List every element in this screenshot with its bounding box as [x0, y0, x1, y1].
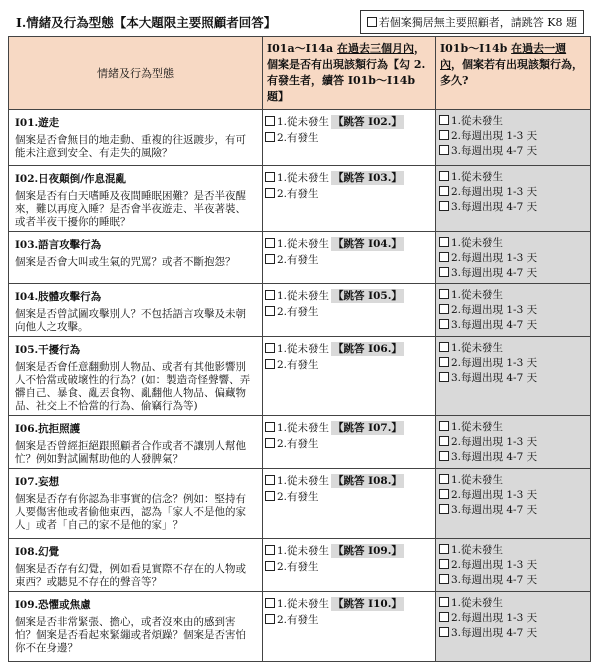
table-row	[9, 166, 591, 232]
option-never[interactable]	[265, 288, 435, 304]
checkbox-icon[interactable]	[439, 171, 449, 181]
header-past-week: I01b～I14b 在過去一週內，個案若有出現該類行為，多久?	[436, 37, 591, 110]
question-cell	[9, 284, 263, 337]
checkbox-icon[interactable]	[265, 438, 275, 448]
occurrence-cell	[263, 592, 436, 662]
option-label: 2.每週出現 1-3 天	[451, 436, 538, 448]
option-occurred[interactable]	[265, 357, 435, 373]
option-label: 2.每週出現 1-3 天	[451, 186, 538, 198]
checkbox-icon[interactable]	[439, 544, 449, 554]
option-label: 1.從未發生	[277, 343, 330, 355]
behavior-table	[8, 36, 591, 662]
table-row	[9, 539, 591, 592]
question-text: 個案是否會任意翻動別人物品、或者有其他影響別人不恰當或破壞性的行為？(如：製造奇怪聲響、弄髒自己、暴食、亂丟食物、亂翻他人物品、偏藏物品、社交上不恰當的行為、偷竊行為等)	[15, 361, 251, 412]
skip-instruction: 【跳答 I06.】	[333, 343, 402, 355]
checkbox-icon[interactable]	[439, 436, 449, 446]
option-label: 2.每週出現 1-3 天	[451, 559, 538, 571]
option-never[interactable]	[265, 420, 435, 436]
table-row	[9, 469, 591, 539]
frequency-option[interactable]	[439, 596, 590, 611]
option-occurred[interactable]	[265, 186, 435, 202]
checkbox-icon[interactable]	[439, 489, 449, 499]
frequency-cell	[436, 337, 591, 416]
question-text: 個案是否有白天嗜睡及夜間睡眠困難？是否半夜醒來，難以再度入睡？是否會半夜遊走、半夜著裝、或者半夜干擾你的睡眠？	[15, 190, 246, 228]
section-header	[8, 8, 592, 36]
table-row	[9, 110, 591, 166]
occurrence-cell	[263, 166, 436, 232]
occurrence-cell	[263, 284, 436, 337]
frequency-cell	[436, 284, 591, 337]
checkbox-icon[interactable]	[265, 491, 275, 501]
option-label: 3.每週出現 4-7 天	[451, 201, 538, 213]
question-title: I05.干擾行為	[15, 344, 81, 356]
option-label: 3.每週出現 4-7 天	[451, 145, 538, 157]
frequency-cell	[436, 232, 591, 284]
table-row	[9, 416, 591, 469]
checkbox-icon[interactable]	[265, 306, 275, 316]
option-label: 1.從未發生	[277, 422, 330, 434]
table-row	[9, 284, 591, 337]
option-label: 2.有發生	[277, 359, 319, 371]
option-label: 3.每週出現 4-7 天	[451, 451, 538, 463]
frequency-option[interactable]	[439, 473, 590, 488]
header-three-months: I01a～I14a 在過去三個月內，個案是否有出現該類行為【勾 2.有發生者，續答 I01b～I14b 題】	[263, 37, 436, 110]
frequency-option[interactable]	[439, 318, 590, 333]
frequency-option[interactable]	[439, 450, 590, 465]
checkbox-icon[interactable]	[439, 319, 449, 329]
question-cell	[9, 110, 263, 166]
option-label: 2.每週出現 1-3 天	[451, 252, 538, 264]
frequency-option[interactable]	[439, 611, 590, 626]
checkbox-icon[interactable]	[439, 421, 449, 431]
option-never[interactable]	[265, 596, 435, 612]
option-label: 1.從未發生	[451, 237, 504, 249]
checkbox-icon[interactable]	[265, 545, 275, 555]
option-label: 1.從未發生	[451, 171, 504, 183]
checkbox-icon[interactable]	[439, 130, 449, 140]
option-label: 2.有發生	[277, 491, 319, 503]
skip-instruction: 【跳答 I02.】	[333, 116, 402, 128]
frequency-option[interactable]	[439, 341, 590, 356]
question-text: 個案是否曾試圖攻擊別人？不包括語言攻擊及未朝向他人之攻擊。	[15, 308, 246, 333]
option-label: 2.每週出現 1-3 天	[451, 612, 538, 624]
table-row	[9, 592, 591, 662]
checkbox-icon[interactable]	[439, 304, 449, 314]
skip-instruction: 【跳答 I08.】	[333, 475, 402, 487]
section-title: I.情緒及行為型態【本大題限主要照顧者回答】	[16, 15, 277, 30]
question-title: I07.妄想	[15, 476, 60, 488]
option-label: 2.有發生	[277, 614, 319, 626]
option-never[interactable]	[265, 341, 435, 357]
option-label: 2.有發生	[277, 254, 319, 266]
table-row	[9, 232, 591, 284]
frequency-option[interactable]	[439, 129, 590, 144]
checkbox-icon[interactable]	[439, 201, 449, 211]
question-title: I04.肢體攻擊行為	[15, 291, 102, 303]
occurrence-cell	[263, 539, 436, 592]
checkbox-icon[interactable]	[265, 254, 275, 264]
occurrence-cell	[263, 469, 436, 539]
option-label: 3.每週出現 4-7 天	[451, 627, 538, 639]
option-label: 1.從未發生	[277, 172, 330, 184]
skip-instruction: 【跳答 I03.】	[333, 172, 402, 184]
option-label: 3.每週出現 4-7 天	[451, 319, 538, 331]
checkbox-icon[interactable]	[439, 627, 449, 637]
option-label: 2.每週出現 1-3 天	[451, 130, 538, 142]
frequency-option[interactable]	[439, 420, 590, 435]
option-label: 3.每週出現 4-7 天	[451, 504, 538, 516]
checkbox-icon[interactable]	[265, 172, 275, 182]
question-title: I03.語言攻擊行為	[15, 239, 102, 251]
question-text: 個案是否會無目的地走動、重複的往返踱步，有可能未注意到安全、有走失的風險？	[15, 134, 246, 159]
option-label: 2.有發生	[277, 561, 319, 573]
option-occurred[interactable]	[265, 436, 435, 452]
option-label: 1.從未發生	[277, 545, 330, 557]
checkbox-icon[interactable]	[265, 238, 275, 248]
header-behavior-type: 情緒及行為型態	[9, 37, 263, 110]
option-label: 3.每週出現 4-7 天	[451, 372, 538, 384]
checkbox-icon[interactable]	[439, 186, 449, 196]
checkbox-icon[interactable]	[439, 289, 449, 299]
option-never[interactable]	[265, 114, 435, 130]
option-never[interactable]	[265, 473, 435, 489]
question-title: I02.日夜顛倒/作息混亂	[15, 173, 127, 185]
frequency-cell	[436, 110, 591, 166]
frequency-option[interactable]	[439, 303, 590, 318]
skip-instruction: 【跳答 I10.】	[333, 598, 402, 610]
checkbox-icon[interactable]	[367, 17, 377, 27]
checkbox-icon[interactable]	[265, 359, 275, 369]
checkbox-icon[interactable]	[439, 612, 449, 622]
option-label: 2.有發生	[277, 438, 319, 450]
frequency-option[interactable]	[439, 626, 590, 641]
option-label: 1.從未發生	[451, 597, 504, 609]
skip-instruction: 【跳答 I07.】	[333, 422, 402, 434]
question-cell	[9, 337, 263, 416]
option-occurred[interactable]	[265, 252, 435, 268]
frequency-option[interactable]	[439, 573, 590, 588]
checkbox-icon[interactable]	[439, 474, 449, 484]
frequency-option[interactable]	[439, 371, 590, 386]
option-label: 1.從未發生	[451, 421, 504, 433]
checkbox-icon[interactable]	[265, 132, 275, 142]
frequency-option[interactable]	[439, 114, 590, 129]
option-label: 2.有發生	[277, 306, 319, 318]
option-never[interactable]	[265, 170, 435, 186]
skip-instruction: 【跳答 I09.】	[333, 545, 402, 557]
frequency-option[interactable]	[439, 236, 590, 251]
checkbox-icon[interactable]	[439, 451, 449, 461]
checkbox-icon[interactable]	[265, 116, 275, 126]
option-label: 1.從未發生	[451, 342, 504, 354]
question-cell	[9, 469, 263, 539]
frequency-cell	[436, 469, 591, 539]
option-label: 2.每週出現 1-3 天	[451, 304, 538, 316]
question-cell	[9, 166, 263, 232]
question-title: I06.抗拒照護	[15, 423, 81, 435]
question-text: 個案是否存有你認為非事實的信念？例如：堅持有人要傷害他或者偷他東西，認為「家人不是他的家人」或者「自己的家不是他的家」？	[15, 493, 246, 531]
question-text: 個案是否非常緊張、擔心，或者沒來由的感到害怕？個案是否看起來緊繃或者煩躁？個案是否害怕你不在身邊？	[15, 616, 246, 654]
option-occurred[interactable]	[265, 489, 435, 505]
occurrence-cell	[263, 337, 436, 416]
frequency-option[interactable]	[439, 288, 590, 303]
frequency-option[interactable]	[439, 558, 590, 573]
checkbox-icon[interactable]	[439, 357, 449, 367]
frequency-option[interactable]	[439, 503, 590, 518]
option-occurred[interactable]	[265, 559, 435, 575]
checkbox-icon[interactable]	[439, 504, 449, 514]
frequency-option[interactable]	[439, 543, 590, 558]
checkbox-icon[interactable]	[439, 267, 449, 277]
question-title: I08.幻覺	[15, 546, 60, 558]
option-label: 2.有發生	[277, 132, 319, 144]
frequency-option[interactable]	[439, 356, 590, 371]
checkbox-icon[interactable]	[265, 614, 275, 624]
frequency-option[interactable]	[439, 170, 590, 185]
question-title: I01.遊走	[15, 117, 60, 129]
option-label: 1.從未發生	[277, 116, 330, 128]
option-label: 1.從未發生	[277, 290, 330, 302]
checkbox-icon[interactable]	[439, 115, 449, 125]
checkbox-icon[interactable]	[439, 342, 449, 352]
checkbox-icon[interactable]	[265, 290, 275, 300]
frequency-option[interactable]	[439, 185, 590, 200]
checkbox-icon[interactable]	[439, 252, 449, 262]
frequency-option[interactable]	[439, 266, 590, 281]
option-never[interactable]	[265, 543, 435, 559]
option-occurred[interactable]	[265, 612, 435, 628]
question-cell	[9, 416, 263, 469]
skip-note-label: 若個案獨居無主要照顧者，請跳答 K8 題	[378, 16, 577, 29]
checkbox-icon[interactable]	[439, 237, 449, 247]
checkbox-icon[interactable]	[439, 559, 449, 569]
option-label: 2.每週出現 1-3 天	[451, 357, 538, 369]
frequency-cell	[436, 416, 591, 469]
checkbox-icon[interactable]	[265, 598, 275, 608]
table-header-row	[9, 37, 591, 110]
skip-instruction: 【跳答 I04.】	[333, 238, 402, 250]
question-cell	[9, 232, 263, 284]
option-occurred[interactable]	[265, 130, 435, 146]
checkbox-icon[interactable]	[265, 475, 275, 485]
question-text: 個案是否存有幻覺，例如看見實際不存在的人物或東西？或聽見不存在的聲音等？	[15, 563, 246, 588]
question-cell	[9, 592, 263, 662]
option-label: 1.從未發生	[451, 544, 504, 556]
checkbox-icon[interactable]	[439, 597, 449, 607]
checkbox-icon[interactable]	[439, 574, 449, 584]
frequency-option[interactable]	[439, 251, 590, 266]
frequency-cell	[436, 539, 591, 592]
option-occurred[interactable]	[265, 304, 435, 320]
option-label: 1.從未發生	[277, 238, 330, 250]
checkbox-icon[interactable]	[439, 145, 449, 155]
option-label: 3.每週出現 4-7 天	[451, 267, 538, 279]
frequency-cell	[436, 592, 591, 662]
table-row	[9, 337, 591, 416]
frequency-cell	[436, 166, 591, 232]
option-label: 1.從未發生	[277, 598, 330, 610]
question-title: I09.恐懼或焦慮	[15, 599, 91, 611]
frequency-option[interactable]	[439, 488, 590, 503]
option-label: 1.從未發生	[451, 115, 504, 127]
frequency-option[interactable]	[439, 144, 590, 159]
checkbox-icon[interactable]	[265, 422, 275, 432]
option-label: 2.每週出現 1-3 天	[451, 489, 538, 501]
skip-instruction: 【跳答 I05.】	[333, 290, 402, 302]
option-label: 1.從未發生	[451, 474, 504, 486]
option-label: 3.每週出現 4-7 天	[451, 574, 538, 586]
checkbox-icon[interactable]	[265, 561, 275, 571]
option-never[interactable]	[265, 236, 435, 252]
option-label: 2.有發生	[277, 188, 319, 200]
frequency-option[interactable]	[439, 200, 590, 215]
question-text: 個案是否會大叫或生氣的咒罵？或者不斷抱怨？	[15, 256, 236, 268]
occurrence-cell	[263, 110, 436, 166]
checkbox-icon[interactable]	[265, 188, 275, 198]
question-text: 個案是否曾經拒絕跟照顧者合作或者不讓別人幫他忙？例如對試圖幫助他的人發脾氣？	[15, 440, 246, 465]
checkbox-icon[interactable]	[439, 372, 449, 382]
option-label: 1.從未發生	[277, 475, 330, 487]
occurrence-cell	[263, 416, 436, 469]
question-cell	[9, 539, 263, 592]
frequency-option[interactable]	[439, 435, 590, 450]
checkbox-icon[interactable]	[265, 343, 275, 353]
occurrence-cell	[263, 232, 436, 284]
option-label: 1.從未發生	[451, 289, 504, 301]
no-caregiver-skip-option[interactable]	[360, 10, 584, 34]
